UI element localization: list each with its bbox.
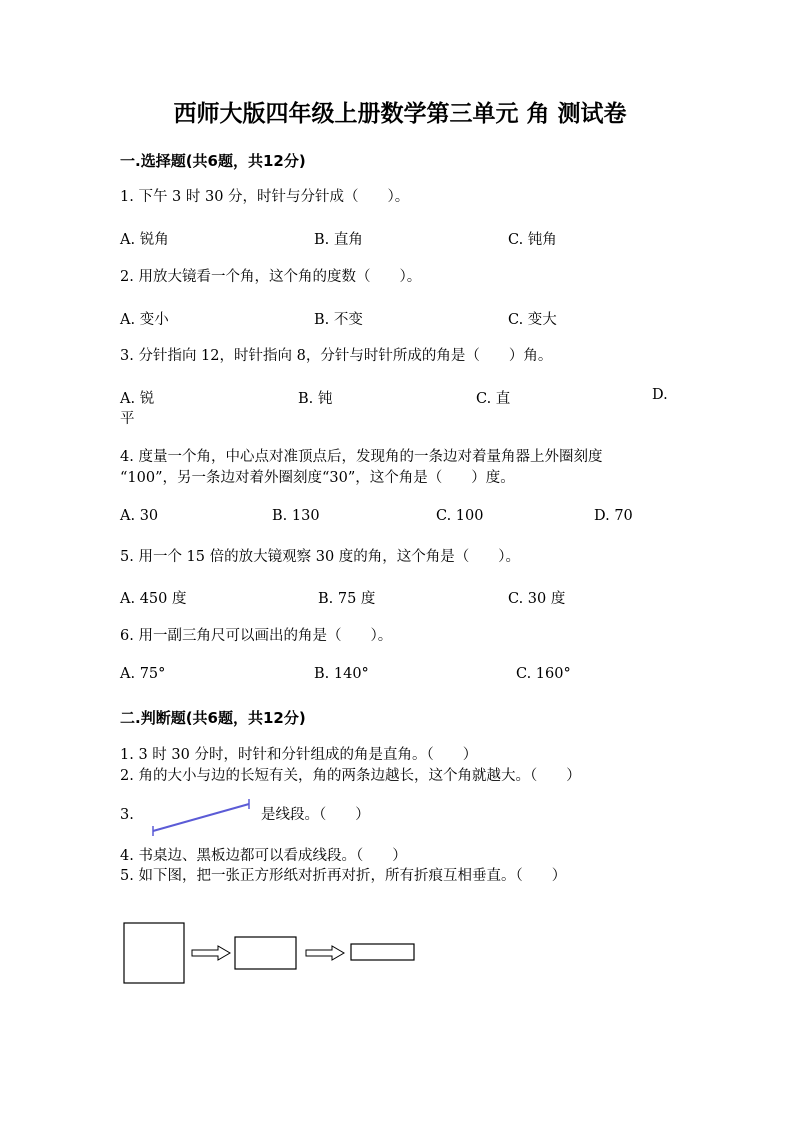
q4-option-d: D. 70 [594,508,633,524]
q3-option-c: C. 直 [476,391,511,407]
judgement-1: 1. 3 时 30 分时，时针和分针组成的角是直角。（ ） [120,747,478,763]
judgement-2: 2. 角的大小与边的长短有关，角的两条边越长，这个角就越大。（ ） [120,768,581,784]
q6-option-c: C. 160° [516,666,571,682]
q5-option-b: B. 75 度 [318,591,376,607]
q6-option-a: A. 75° [120,666,166,682]
q1-option-b: B. 直角 [314,232,363,248]
q3-option-d-wrap: 平 [120,411,135,427]
q5-option-c: C. 30 度 [508,591,566,607]
question-6: 6. 用一副三角尺可以画出的角是（ ）。 [120,628,393,644]
q2-option-b: B. 不变 [314,312,363,328]
q4-option-a: A. 30 [120,508,159,524]
question-1: 1. 下午 3 时 30 分，时针与分针成（ ）。 [120,189,410,205]
q6-option-b: B. 140° [314,666,369,682]
judgement-4: 4. 书桌边、黑板边都可以看成线段。（ ） [120,848,407,864]
question-4-line-2: “100”，另一条边对着外圈刻度“30”，这个角是（ ）度。 [120,470,515,486]
q1-option-a: A. 锐角 [120,232,169,248]
section-heading-judgement: 二.判断题(共6题，共12分) [120,709,306,727]
q3-option-d: D. [652,387,668,403]
q3-option-b: B. 钝 [298,391,333,407]
q4-option-b: B. 130 [272,508,320,524]
folded-once-rectangle [235,937,296,969]
q1-option-c: C. 钝角 [508,232,557,248]
arrow-icon [192,946,230,960]
question-5: 5. 用一个 15 倍的放大镜观察 30 度的角，这个角是（ ）。 [120,549,521,565]
paper-folding-diagram [118,915,423,990]
judgement-3-text: 是线段。（ ） [261,807,370,823]
line-segment-figure [145,795,260,840]
page-title: 西师大版四年级上册数学第三单元 角 测试卷 [173,101,627,127]
question-4-line-1: 4. 度量一个角，中心点对准顶点后，发现角的一条边对着量角器上外圈刻度 [120,449,603,465]
judgement-5: 5. 如下图，把一张正方形纸对折再对折，所有折痕互相垂直。（ ） [120,868,567,884]
arrow-icon [306,946,344,960]
q5-option-a: A. 450 度 [120,591,187,607]
question-2: 2. 用放大镜看一个角，这个角的度数（ ）。 [120,269,422,285]
square-paper [124,923,184,983]
folded-twice-rectangle [351,944,414,960]
q3-option-a: A. 锐 [120,391,155,407]
judgement-3-number: 3. [120,807,134,823]
section-heading-choice: 一.选择题(共6题，共12分) [120,152,306,170]
q2-option-c: C. 变大 [508,312,557,328]
question-3: 3. 分针指向 12，时针指向 8，分针与时针所成的角是（ ）角。 [120,348,553,364]
q4-option-c: C. 100 [436,508,484,524]
q2-option-a: A. 变小 [120,312,169,328]
